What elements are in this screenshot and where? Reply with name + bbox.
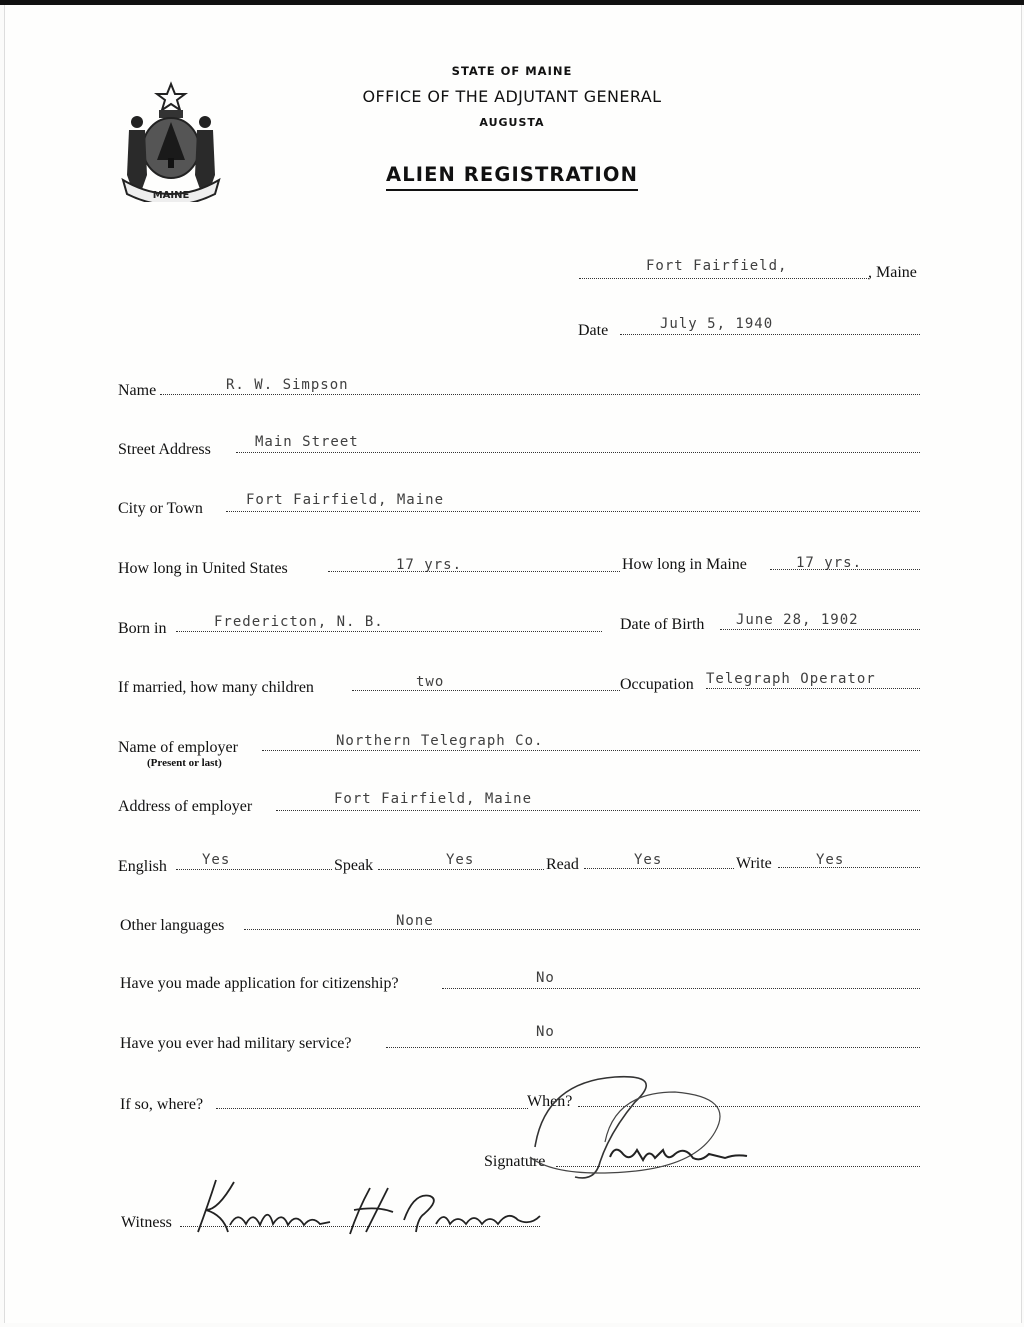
where-line (216, 1108, 528, 1109)
employer-value: Northern Telegraph Co. (336, 733, 544, 749)
employer-sublabel: (Present or last) (147, 757, 222, 769)
speak-value: Yes (446, 852, 475, 868)
employer-address-label: Address of employer (118, 798, 253, 815)
street-label: Street Address (118, 441, 211, 458)
city-value: Fort Fairfield, Maine (246, 492, 445, 508)
citizenship-label: Have you made application for citizenship? (120, 975, 399, 992)
born-in-label: Born in (118, 620, 167, 637)
read-line (584, 868, 734, 869)
english-line (176, 869, 332, 870)
state-heading: STATE OF MAINE (451, 64, 573, 78)
us-duration-label: How long in United States (118, 560, 288, 577)
form-title (0, 163, 1024, 186)
signature-label: Signature (484, 1153, 546, 1170)
write-line (778, 867, 920, 868)
employer-label: Name of employer (118, 739, 238, 756)
born-in-value: Fredericton, N. B. (214, 614, 384, 630)
occupation-label: Occupation (620, 676, 694, 693)
office-heading: OFFICE OF THE ADJUTANT GENERAL (362, 87, 662, 106)
place-line (579, 278, 869, 279)
speak-line (378, 869, 544, 870)
read-label: Read (546, 856, 579, 873)
dob-value: June 28, 1902 (736, 612, 859, 628)
other-languages-value: None (396, 913, 434, 929)
us-duration-value: 17 yrs. (396, 557, 463, 573)
city-line (226, 511, 920, 512)
write-value: Yes (816, 852, 845, 868)
date-label: Date (578, 322, 609, 339)
occupation-value: Telegraph Operator (706, 671, 876, 687)
where-label: If so, where? (120, 1096, 204, 1113)
citizenship-line (442, 988, 920, 989)
street-value: Main Street (255, 434, 359, 450)
speak-label: Speak (334, 857, 374, 874)
seal-banner-text: MAINE (152, 190, 190, 201)
applicant-signature-icon (515, 1062, 775, 1192)
form-title-text: ALIEN REGISTRATION (386, 163, 638, 191)
military-label: Have you ever had military service? (120, 1035, 352, 1052)
employer-line (262, 750, 920, 751)
place-value: Fort Fairfield, (646, 258, 788, 274)
military-value: No (536, 1024, 555, 1040)
other-languages-label: Other languages (120, 917, 225, 934)
dob-label: Date of Birth (620, 616, 705, 633)
other-languages-line (244, 929, 920, 930)
english-value: Yes (202, 852, 231, 868)
street-line (236, 452, 920, 453)
children-label: If married, how many children (118, 679, 314, 696)
place-suffix: , Maine (868, 264, 917, 281)
dob-line (720, 629, 920, 630)
military-line (386, 1047, 920, 1048)
city-label: City or Town (118, 500, 203, 517)
write-label: Write (736, 855, 772, 872)
city-heading: AUGUSTA (479, 116, 545, 129)
read-value: Yes (634, 852, 663, 868)
english-label: English (118, 858, 167, 875)
witness-signature-icon (178, 1170, 548, 1245)
when-label: When? (527, 1093, 573, 1110)
born-in-line (176, 631, 602, 632)
occupation-line (706, 688, 920, 689)
us-duration-line (328, 571, 620, 572)
children-line (352, 690, 620, 691)
children-value: two (416, 674, 445, 690)
date-value: July 5, 1940 (660, 316, 774, 332)
employer-address-value: Fort Fairfield, Maine (334, 791, 533, 807)
citizenship-value: No (536, 970, 555, 986)
witness-label: Witness (121, 1214, 172, 1231)
maine-duration-label: How long in Maine (622, 556, 747, 573)
name-value: R. W. Simpson (226, 377, 349, 393)
maine-duration-value: 17 yrs. (796, 555, 863, 571)
name-label: Name (118, 382, 157, 399)
employer-address-line (276, 810, 920, 811)
form-sheet (4, 5, 1022, 1323)
name-line (160, 394, 920, 395)
date-line (620, 334, 920, 335)
